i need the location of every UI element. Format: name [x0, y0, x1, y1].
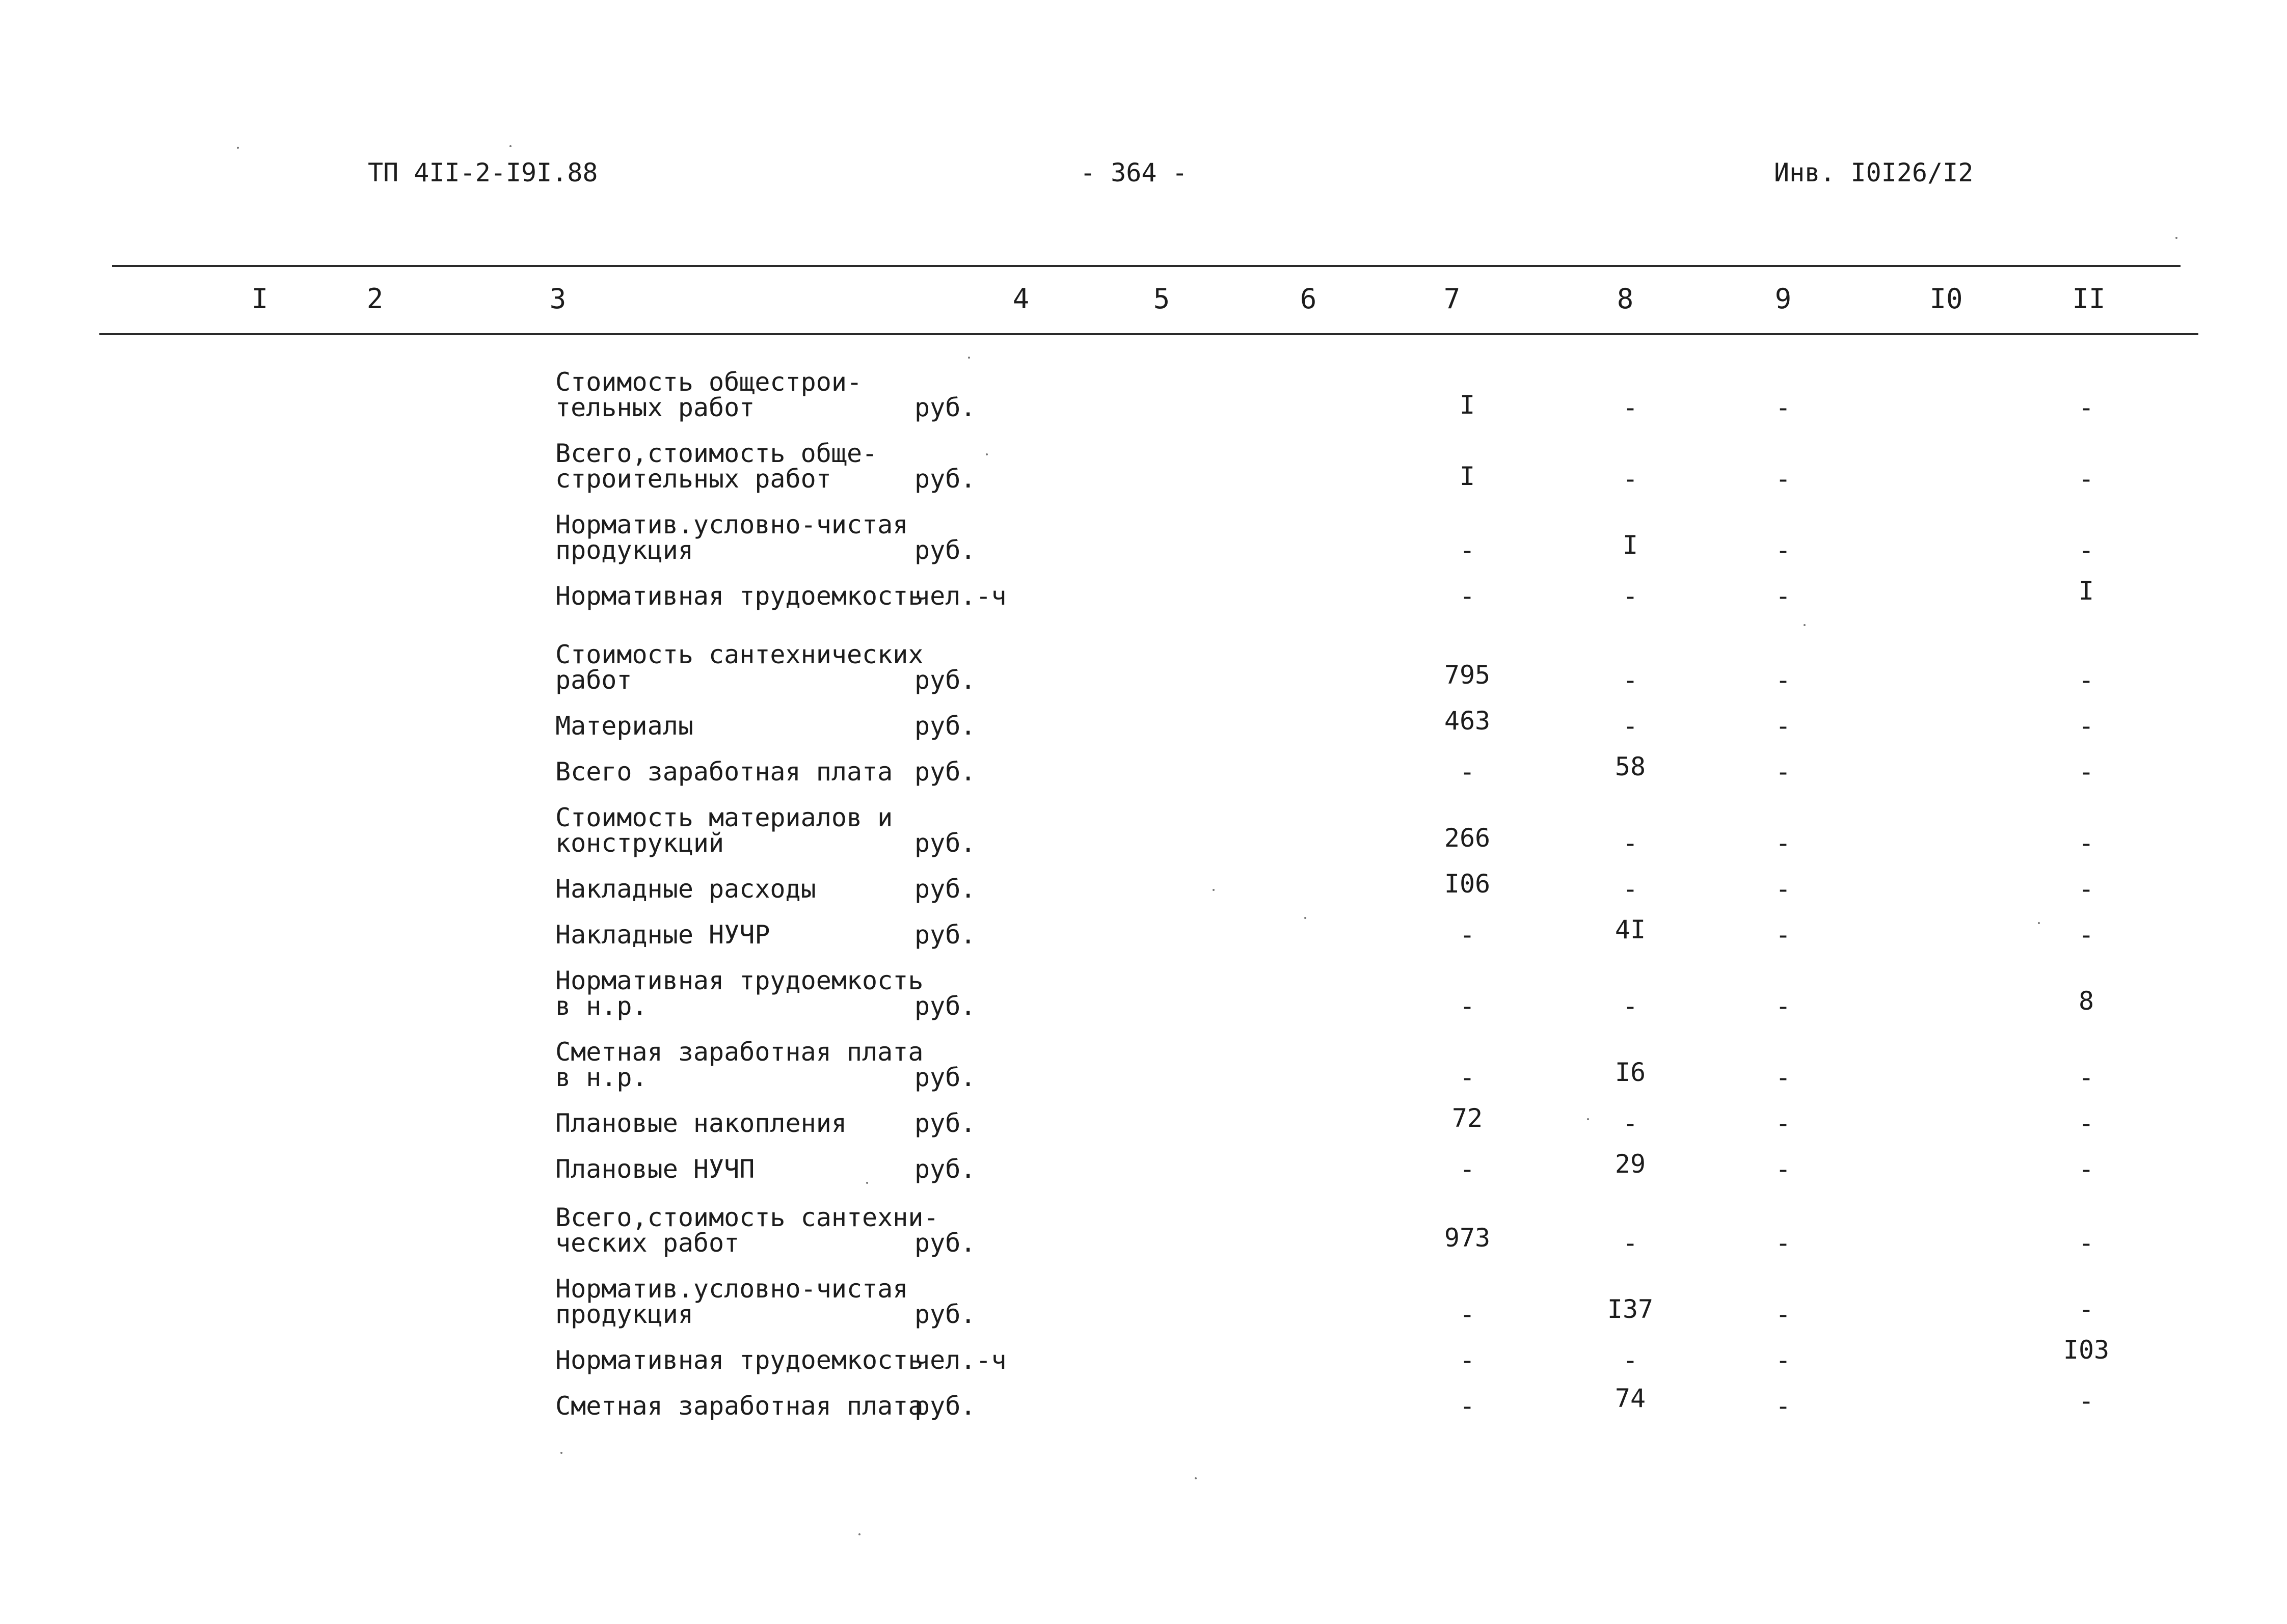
row-9-unit: руб.	[914, 874, 976, 904]
row-14-name: Плановые НУЧП	[555, 1154, 755, 1184]
row-9-col7: I06	[1444, 869, 1491, 899]
row-14-col7: -	[1459, 1154, 1475, 1184]
row-16-col8: I37	[1607, 1294, 1654, 1324]
row-1-col11: -	[2078, 393, 2094, 422]
row-13-col8: -	[1622, 1108, 1638, 1138]
row-7-col8: 58	[1615, 752, 1646, 781]
column-number-8: 8	[1617, 283, 1634, 315]
row-13-name: Плановые накопления	[555, 1108, 847, 1138]
row-1-name: Стоимость общестрои- тельных работ	[555, 367, 863, 422]
scan-speck	[1587, 1118, 1589, 1120]
row-16-unit: руб.	[914, 1300, 976, 1329]
scan-speck	[1304, 917, 1306, 919]
row-2-col11: -	[2078, 464, 2094, 494]
scan-speck	[2175, 237, 2177, 239]
row-11-col9: -	[1775, 991, 1791, 1021]
row-7-col9: -	[1775, 757, 1791, 787]
row-7-name: Всего заработная плата	[555, 757, 893, 787]
scan-speck	[968, 357, 970, 359]
row-18-col8: 74	[1615, 1384, 1646, 1413]
row-15-col11: -	[2078, 1228, 2094, 1258]
scan-speck	[858, 1533, 860, 1535]
row-8-col11: -	[2078, 828, 2094, 858]
row-11-col8: -	[1622, 991, 1638, 1021]
row-18-unit: руб.	[914, 1391, 976, 1421]
document-code: ТП 4II-2-I9I.88	[368, 158, 598, 187]
column-number-2: 2	[366, 283, 384, 315]
row-4-col11: I	[2078, 576, 2094, 606]
row-15-name: Всего,стоимость сантехни- ческих работ	[555, 1203, 939, 1258]
page-number: - 364 -	[1080, 158, 1188, 187]
table-top-rule	[112, 265, 2181, 267]
column-number-9: 9	[1774, 283, 1792, 315]
row-18-col7: -	[1459, 1391, 1475, 1421]
row-10-col7: -	[1459, 920, 1475, 950]
row-13-col9: -	[1775, 1108, 1791, 1138]
row-1-col8: -	[1622, 393, 1638, 422]
row-6-col8: -	[1622, 711, 1638, 741]
row-14-col11: -	[2078, 1154, 2094, 1184]
row-9-col8: -	[1622, 874, 1638, 904]
row-6-col7: 463	[1444, 706, 1491, 736]
row-11-unit: руб.	[914, 991, 976, 1021]
row-12-col11: -	[2078, 1063, 2094, 1092]
row-4-col7: -	[1459, 581, 1475, 611]
row-18-col11: -	[2078, 1386, 2094, 1416]
scan-speck	[2038, 922, 2040, 924]
column-number-3: 3	[549, 283, 567, 315]
row-10-col8: 4I	[1615, 915, 1646, 944]
row-12-unit: руб.	[914, 1063, 976, 1092]
row-4-col9: -	[1775, 581, 1791, 611]
row-3-name: Норматив.условно-чистая продукция	[555, 510, 908, 565]
row-10-name: Накладные НУЧР	[555, 920, 770, 950]
row-8-col9: -	[1775, 828, 1791, 858]
row-14-col8: 29	[1615, 1149, 1646, 1179]
row-5-col9: -	[1775, 665, 1791, 695]
row-16-col9: -	[1775, 1300, 1791, 1329]
row-8-col8: -	[1622, 828, 1638, 858]
row-14-col9: -	[1775, 1154, 1791, 1184]
row-6-unit: руб.	[914, 711, 976, 741]
row-6-col9: -	[1775, 711, 1791, 741]
row-18-col9: -	[1775, 1391, 1791, 1421]
row-17-col7: -	[1459, 1345, 1475, 1375]
row-17-unit: чел.-ч	[914, 1345, 1007, 1375]
row-12-col8: I6	[1615, 1058, 1646, 1087]
row-1-unit: руб.	[914, 393, 976, 422]
row-5-col7: 795	[1444, 660, 1491, 690]
row-8-col7: 266	[1444, 823, 1491, 853]
scan-speck	[509, 145, 512, 147]
scan-speck	[986, 453, 988, 455]
row-6-col11: -	[2078, 711, 2094, 741]
row-12-col9: -	[1775, 1063, 1791, 1092]
scan-speck	[1195, 1477, 1197, 1479]
inventory-number: Инв. I0I26/I2	[1774, 158, 1974, 187]
row-1-col7: I	[1459, 390, 1475, 420]
row-13-col11: -	[2078, 1108, 2094, 1138]
row-5-col11: -	[2078, 665, 2094, 695]
scan-speck	[866, 1182, 868, 1184]
row-10-col11: -	[2078, 920, 2094, 950]
row-15-col7: 973	[1444, 1223, 1491, 1253]
row-9-name: Накладные расходы	[555, 874, 816, 904]
scan-speck	[1804, 624, 1806, 626]
row-17-name: Нормативная трудоемкость	[555, 1345, 924, 1375]
scan-speck	[560, 1452, 562, 1454]
column-number-10: I0	[1929, 283, 1963, 315]
row-16-col7: -	[1459, 1300, 1475, 1329]
row-17-col9: -	[1775, 1345, 1791, 1375]
row-11-col11: 8	[2078, 986, 2094, 1016]
row-9-col9: -	[1775, 874, 1791, 904]
row-13-col7: 72	[1451, 1103, 1483, 1133]
scan-speck	[1213, 889, 1215, 891]
row-13-unit: руб.	[914, 1108, 976, 1138]
row-3-col7: -	[1459, 535, 1475, 565]
row-2-col8: -	[1622, 464, 1638, 494]
row-2-unit: руб.	[914, 464, 976, 494]
row-12-col7: -	[1459, 1063, 1475, 1092]
row-17-col11: I03	[2063, 1335, 2110, 1365]
row-4-unit: чел.-ч	[914, 581, 1007, 611]
column-number-6: 6	[1300, 283, 1317, 315]
scan-speck	[237, 147, 239, 149]
row-1-col9: -	[1775, 393, 1791, 422]
column-number-7: 7	[1443, 283, 1461, 315]
row-15-unit: руб.	[914, 1228, 976, 1258]
row-11-col7: -	[1459, 991, 1475, 1021]
row-2-col9: -	[1775, 464, 1791, 494]
row-7-col7: -	[1459, 757, 1475, 787]
column-number-11: II	[2072, 283, 2106, 315]
row-14-unit: руб.	[914, 1154, 976, 1184]
row-3-col8: I	[1622, 530, 1638, 560]
row-4-col8: -	[1622, 581, 1638, 611]
column-number-4: 4	[1012, 283, 1030, 315]
row-10-col9: -	[1775, 920, 1791, 950]
row-2-col7: I	[1459, 462, 1475, 491]
row-12-name: Сметная заработная плата в н.р.	[555, 1037, 924, 1092]
row-15-col8: -	[1622, 1228, 1638, 1258]
row-3-col11: -	[2078, 535, 2094, 565]
row-2-name: Всего,стоимость обще- строительных работ	[555, 439, 878, 494]
table-header-rule	[99, 333, 2198, 335]
row-5-col8: -	[1622, 665, 1638, 695]
row-16-name: Норматив.условно-чистая продукция	[555, 1274, 908, 1329]
row-8-unit: руб.	[914, 828, 976, 858]
row-16-col11: -	[2078, 1294, 2094, 1324]
row-17-col8: -	[1622, 1345, 1638, 1375]
row-9-col11: -	[2078, 874, 2094, 904]
row-3-unit: руб.	[914, 535, 976, 565]
row-7-col11: -	[2078, 757, 2094, 787]
row-10-unit: руб.	[914, 920, 976, 950]
row-5-unit: руб.	[914, 665, 976, 695]
column-number-5: 5	[1153, 283, 1170, 315]
column-number-1: I	[251, 283, 268, 315]
row-11-name: Нормативная трудоемкость в н.р.	[555, 966, 924, 1021]
row-4-name: Нормативная трудоемкость	[555, 581, 924, 611]
row-8-name: Стоимость материалов и конструкций	[555, 803, 893, 858]
row-18-name: Сметная заработная плата	[555, 1391, 924, 1421]
row-7-unit: руб.	[914, 757, 976, 787]
row-3-col9: -	[1775, 535, 1791, 565]
row-6-name: Материалы	[555, 711, 693, 741]
row-15-col9: -	[1775, 1228, 1791, 1258]
row-5-name: Стоимость сантехнических работ	[555, 640, 924, 695]
